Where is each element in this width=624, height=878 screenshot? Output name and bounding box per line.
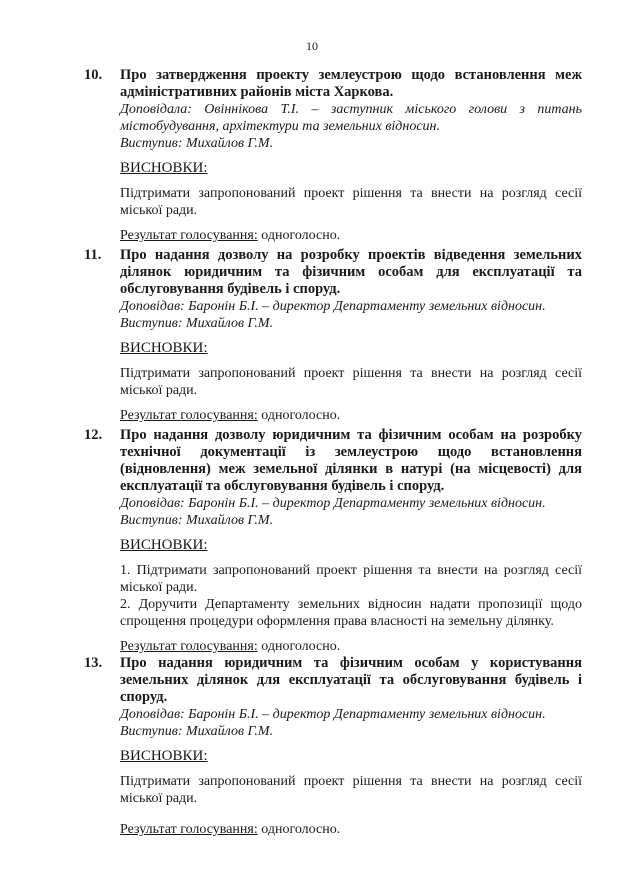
item-title: Про надання дозволу на розробку проектів відведення земельних ділянок юридичним та фізичним особам для експлуатації та обслуговування будівель і споруд. [120,247,582,297]
agenda-item-12 [84,427,582,655]
conclusions-label: ВИСНОВКИ: [120,340,208,356]
item-vystupyv: Виступив: Михайлов Г.М. [120,316,274,331]
decision-line: Підтримати запропонований проект рішення та внести на розгляд сесії міської ради. [120,186,582,218]
item-title: Про затвердження проекту землеустрою щодо встановлення меж адміністративних районів міста Харкова. [120,67,582,100]
decision-line: Підтримати запропонований проект рішення та внести на розгляд сесії міської ради. [120,366,582,398]
voting-result [120,638,582,655]
conclusions-label: ВИСНОВКИ: [120,748,208,764]
item-speaker: Доповідав: Баронін Б.І. – директор Департаменту земельних відносин. [120,299,546,314]
item-number: 13. [84,655,103,671]
item-vystupyv: Виступив: Михайлов Г.М. [120,136,274,151]
decision-text [120,562,582,630]
voting-result-value: одноголосно. [257,228,341,243]
agenda-item-13 [84,655,582,838]
item-speaker: Доповідав: Баронін Б.І. – директор Департаменту земельних відносин. [120,707,546,722]
voting-result [120,821,582,838]
item-title: Про надання дозволу юридичним та фізичним особам на розробку технічної документації із землеустрою щодо встановлення (відновлення) меж земельної ділянки в натурі (на місцевості) для експлуатації та обслуговування будівель і споруд. [120,427,582,494]
decision-text [120,365,582,399]
item-vystupyv: Виступив: Михайлов Г.М. [120,513,274,528]
voting-result-value: одноголосно. [257,822,341,837]
decision-line: 2. Доручити Департаменту земельних відносин надати пропозиції щодо спрощення процедури оформлення права власності на земельну ділянку. [120,597,582,629]
agenda-item-11 [84,247,582,424]
voting-result-label: Результат голосування: [120,822,258,837]
agenda-item-10 [84,67,582,244]
item-title: Про надання юридичним та фізичним особам у користування земельних ділянок для експлуатації та обслуговування будівель і споруд. [120,655,582,705]
voting-result-value: одноголосно. [257,639,341,654]
page-number: 10 [306,39,318,53]
conclusions-label: ВИСНОВКИ: [120,537,208,553]
voting-result-value: одноголосно. [257,408,341,423]
item-number: 10. [84,67,103,83]
item-number: 12. [84,427,103,443]
voting-result-label: Результат голосування: [120,228,258,243]
item-vystupyv: Виступив: Михайлов Г.М. [120,724,274,739]
decision-text [120,185,582,219]
decision-line: Підтримати запропонований проект рішення та внести на розгляд сесії міської ради. [120,774,582,806]
item-number: 11. [84,247,102,263]
voting-result [120,227,582,244]
item-speaker: Доповідала: Овіннікова Т.І. – заступник міського голови з питань містобудування, архітектури та земельних відносин. [120,102,582,134]
voting-result [120,407,582,424]
voting-result-label: Результат голосування: [120,639,258,654]
decision-line: 1. Підтримати запропонований проект рішення та внести на розгляд сесії міської ради. [120,563,582,595]
voting-result-label: Результат голосування: [120,408,258,423]
conclusions-label: ВИСНОВКИ: [120,160,208,176]
decision-text [120,773,582,807]
item-speaker: Доповідав: Баронін Б.І. – директор Департаменту земельних відносин. [120,496,546,511]
